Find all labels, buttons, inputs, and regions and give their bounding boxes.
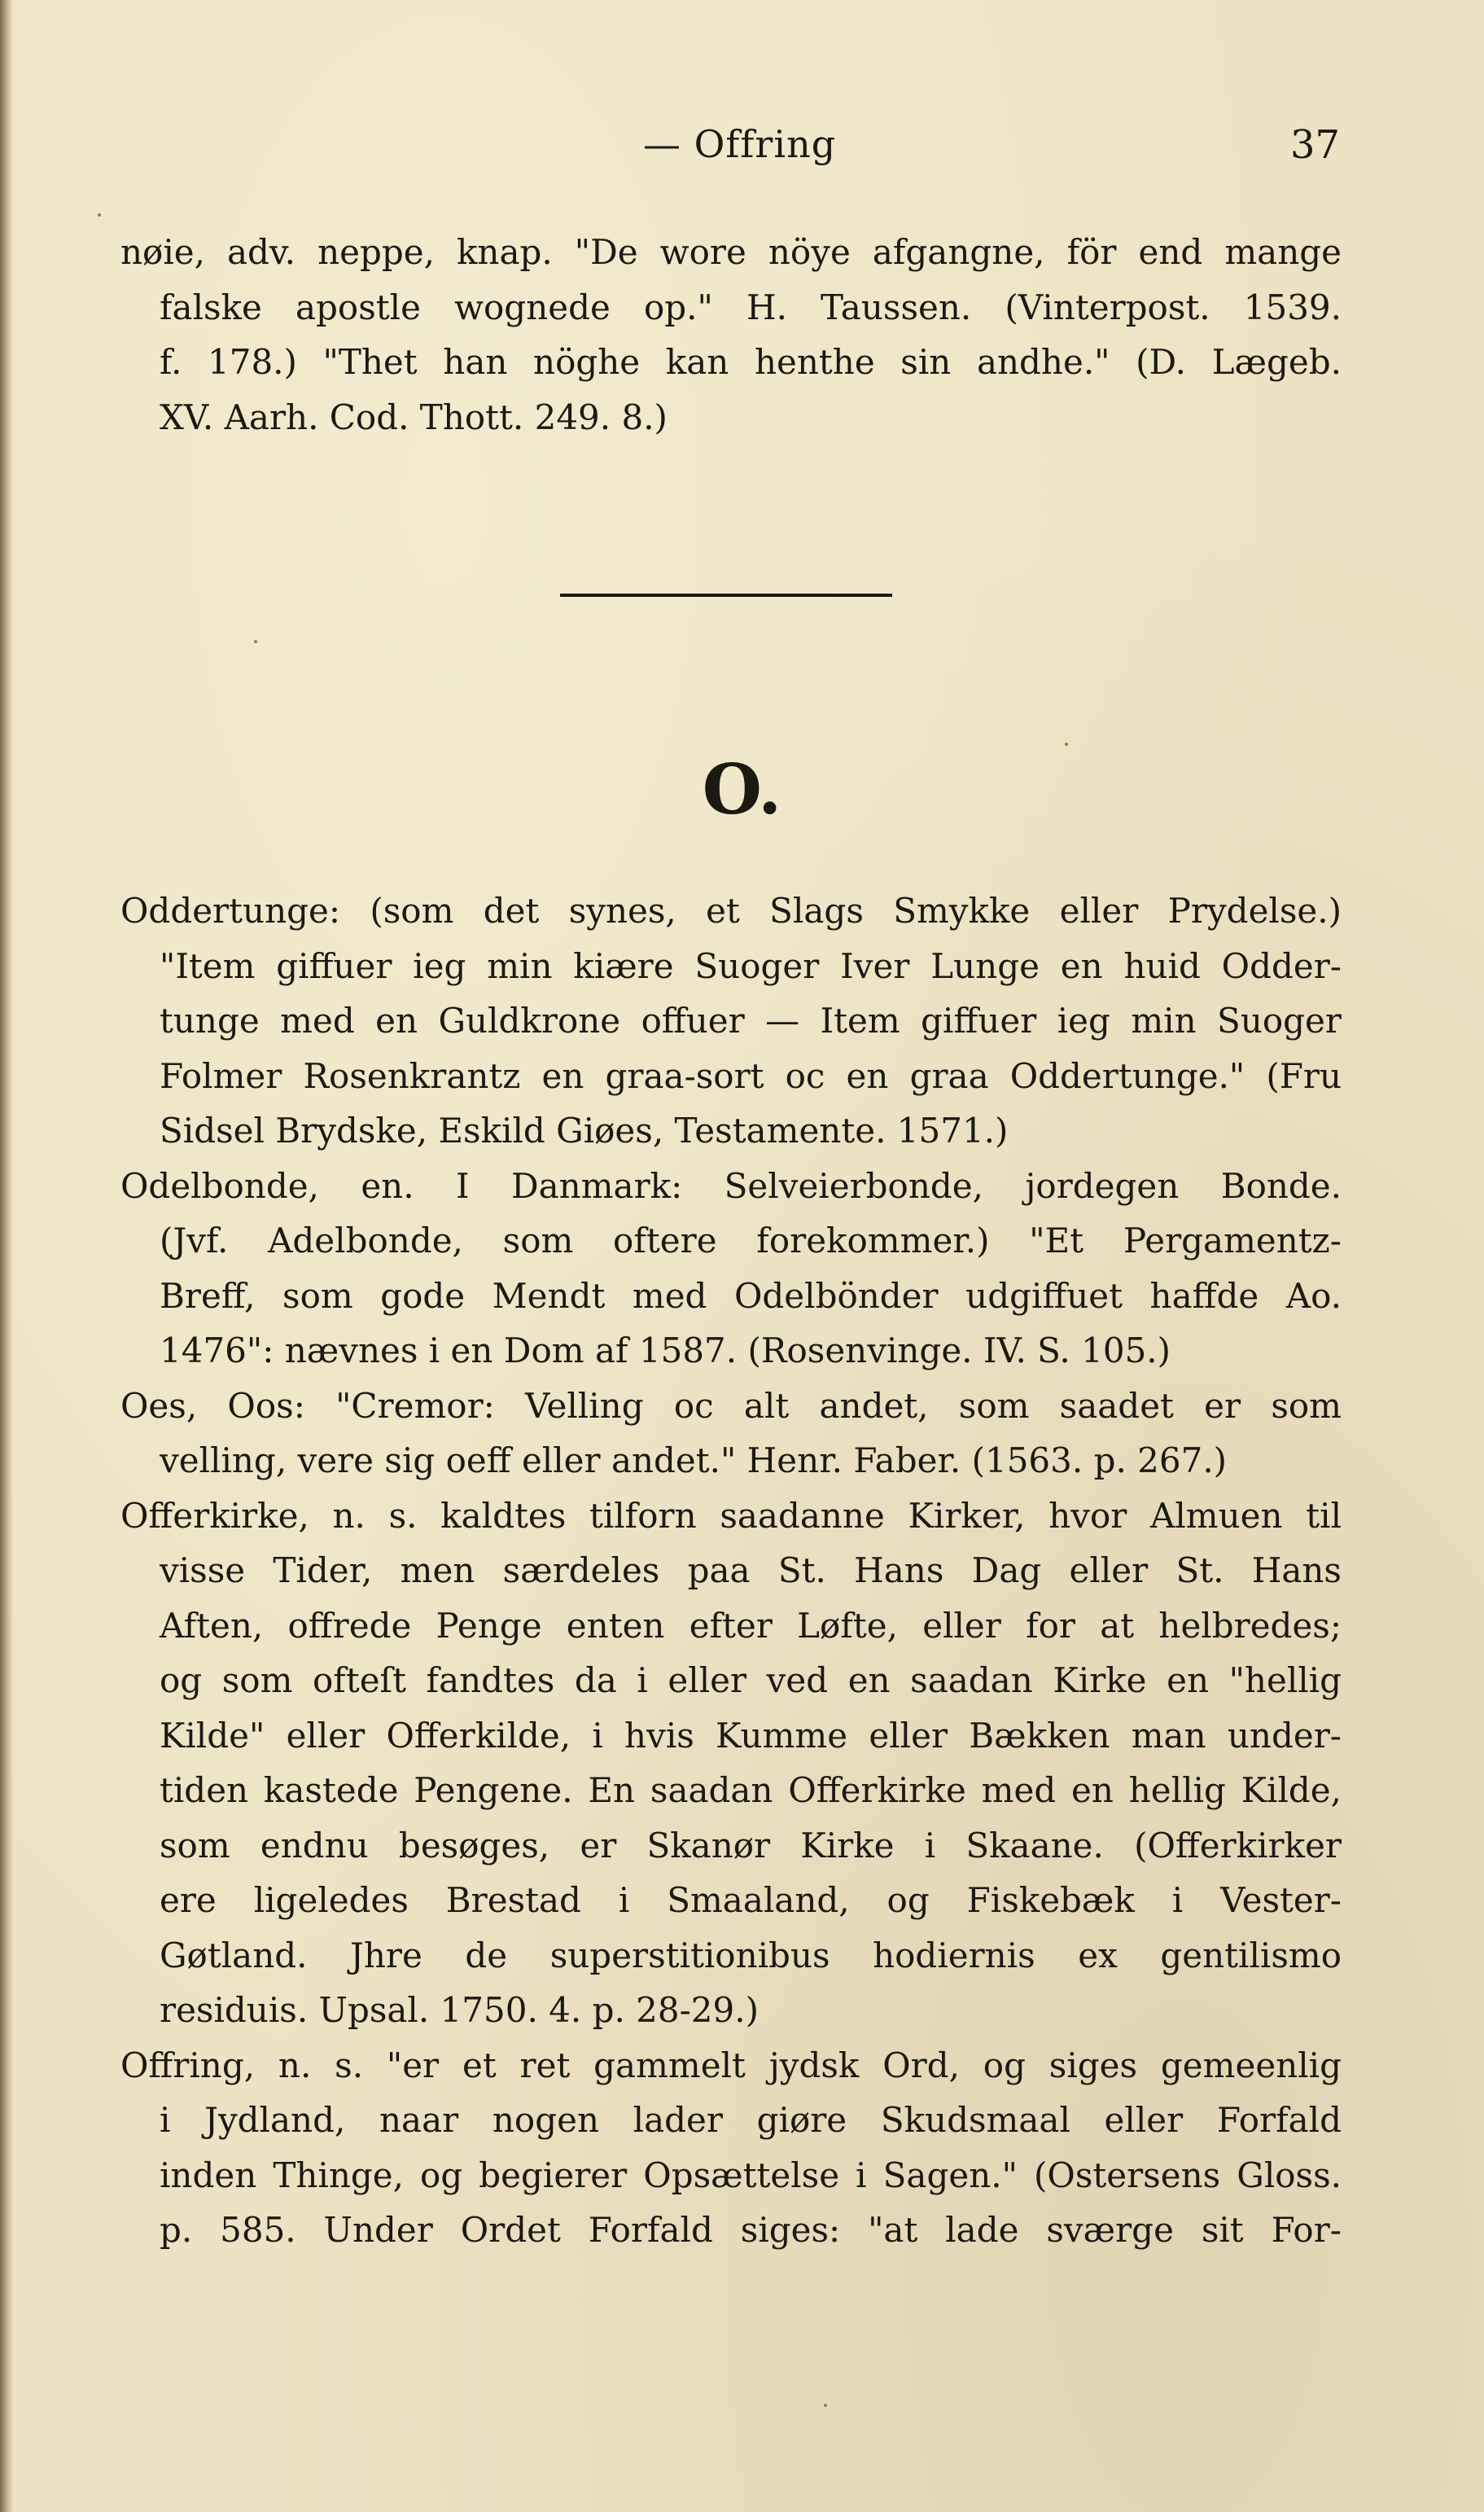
entry-headline: Offerkirke, n. s. kaldtes tilforn saadanne Kirker, hvor Almuen til	[120, 1495, 1342, 1536]
section-letter: O.	[702, 749, 782, 830]
entry-headline: Oddertunge: (som det synes, et Slags Smykke eller Prydelse.)	[120, 891, 1342, 931]
text-line: visse Tider, men særdeles paa St. Hans Dag eller St. Hans	[160, 1550, 1342, 1590]
entry-headline: Offring, n. s. "er et ret gammelt jydsk Ord, og siges gemeenlig	[120, 2045, 1342, 2085]
text-line: Sidsel Brydske, Eskild Giøes, Testamente. 1571.)	[160, 1111, 1009, 1151]
entry-continuation	[120, 225, 1342, 445]
paper-speck	[254, 640, 257, 643]
text-line: f. 178.) "Thet han nöghe kan henthe sin andhe." (D. Lægeb.	[160, 342, 1342, 382]
text-line: XV. Aarh. Cod. Thott. 249. 8.)	[160, 397, 668, 437]
paper-speck	[1065, 743, 1068, 746]
text-line: Kilde" eller Offerkilde, i hvis Kumme eller Bækken man under-	[160, 1715, 1342, 1756]
text-line: p. 585. Under Ordet Forfald siges: "at lade sværge sit For-	[160, 2210, 1342, 2250]
text-line: Aften, offrede Penge enten efter Løfte, eller for at helbredes;	[160, 1605, 1342, 1646]
text-line: som endnu besøges, er Skanør Kirke i Skaane. (Offerkirker	[160, 1825, 1342, 1865]
section-divider	[560, 594, 892, 597]
text-line: Folmer Rosenkrantz en graa-sort oc en graa Oddertunge." (Fru	[160, 1055, 1342, 1096]
text-line: tiden kastede Pengene. En saadan Offerkirke med en hellig Kilde,	[160, 1770, 1342, 1810]
text-line: nøie, adv. neppe, knap. "De wore nöye afgangne, för end mange	[120, 232, 1342, 272]
page-number: 37	[1290, 122, 1341, 168]
text-line: inden Thinge, og begierer Opsættelse i Sagen." (Ostersens Gloss.	[160, 2155, 1342, 2195]
text-line: og som ofteſt fandtes da i eller ved en saadan Kirke en "hellig	[160, 1660, 1342, 1700]
entry-headline: Oes, Oos: "Cremor: Velling oc alt andet, som saadet er som	[120, 1385, 1342, 1426]
entry-headline: Odelbonde, en. I Danmark: Selveierbonde, jordegen Bonde.	[120, 1165, 1342, 1206]
paper-speck	[824, 2404, 827, 2407]
text-line: i Jydland, naar nogen lader giøre Skudsmaal eller Forfald	[160, 2100, 1342, 2140]
text-line: ere ligeledes Brestad i Smaaland, og Fiskebæk i Vester-	[160, 1880, 1342, 1920]
page-edge-shadow	[0, 0, 13, 2512]
paper-speck	[98, 213, 101, 217]
text-line: velling, vere sig oeff eller andet." Henr. Faber. (1563. p. 267.)	[160, 1440, 1228, 1480]
text-line: 1476": nævnes i en Dom af 1587. (Rosenvinge. IV. S. 105.)	[160, 1331, 1171, 1370]
running-head	[0, 122, 1484, 171]
text-line: falske apostle wognede op." H. Taussen. (Vinterpost. 1539.	[160, 287, 1342, 327]
text-line: tunge med en Guldkrone offuer — Item giffuer ieg min Suoger	[160, 1001, 1342, 1041]
text-line: Gøtland. Jhre de superstitionibus hodiernis ex gentilismo	[160, 1935, 1342, 1975]
running-title: — Offring	[643, 122, 837, 166]
text-line: residuis. Upsal. 1750. 4. p. 28-29.)	[160, 1990, 759, 2030]
text-line: (Jvf. Adelbonde, som oftere forekommer.) "Et Pergamentz-	[160, 1221, 1342, 1260]
text-line: "Item giffuer ieg min kiære Suoger Iver Lunge en huid Odder-	[160, 945, 1342, 986]
dictionary-entries	[120, 883, 1342, 2258]
text-line: Breff, som gode Mendt med Odelbönder udgiffuet haffde Ao.	[160, 1275, 1342, 1316]
